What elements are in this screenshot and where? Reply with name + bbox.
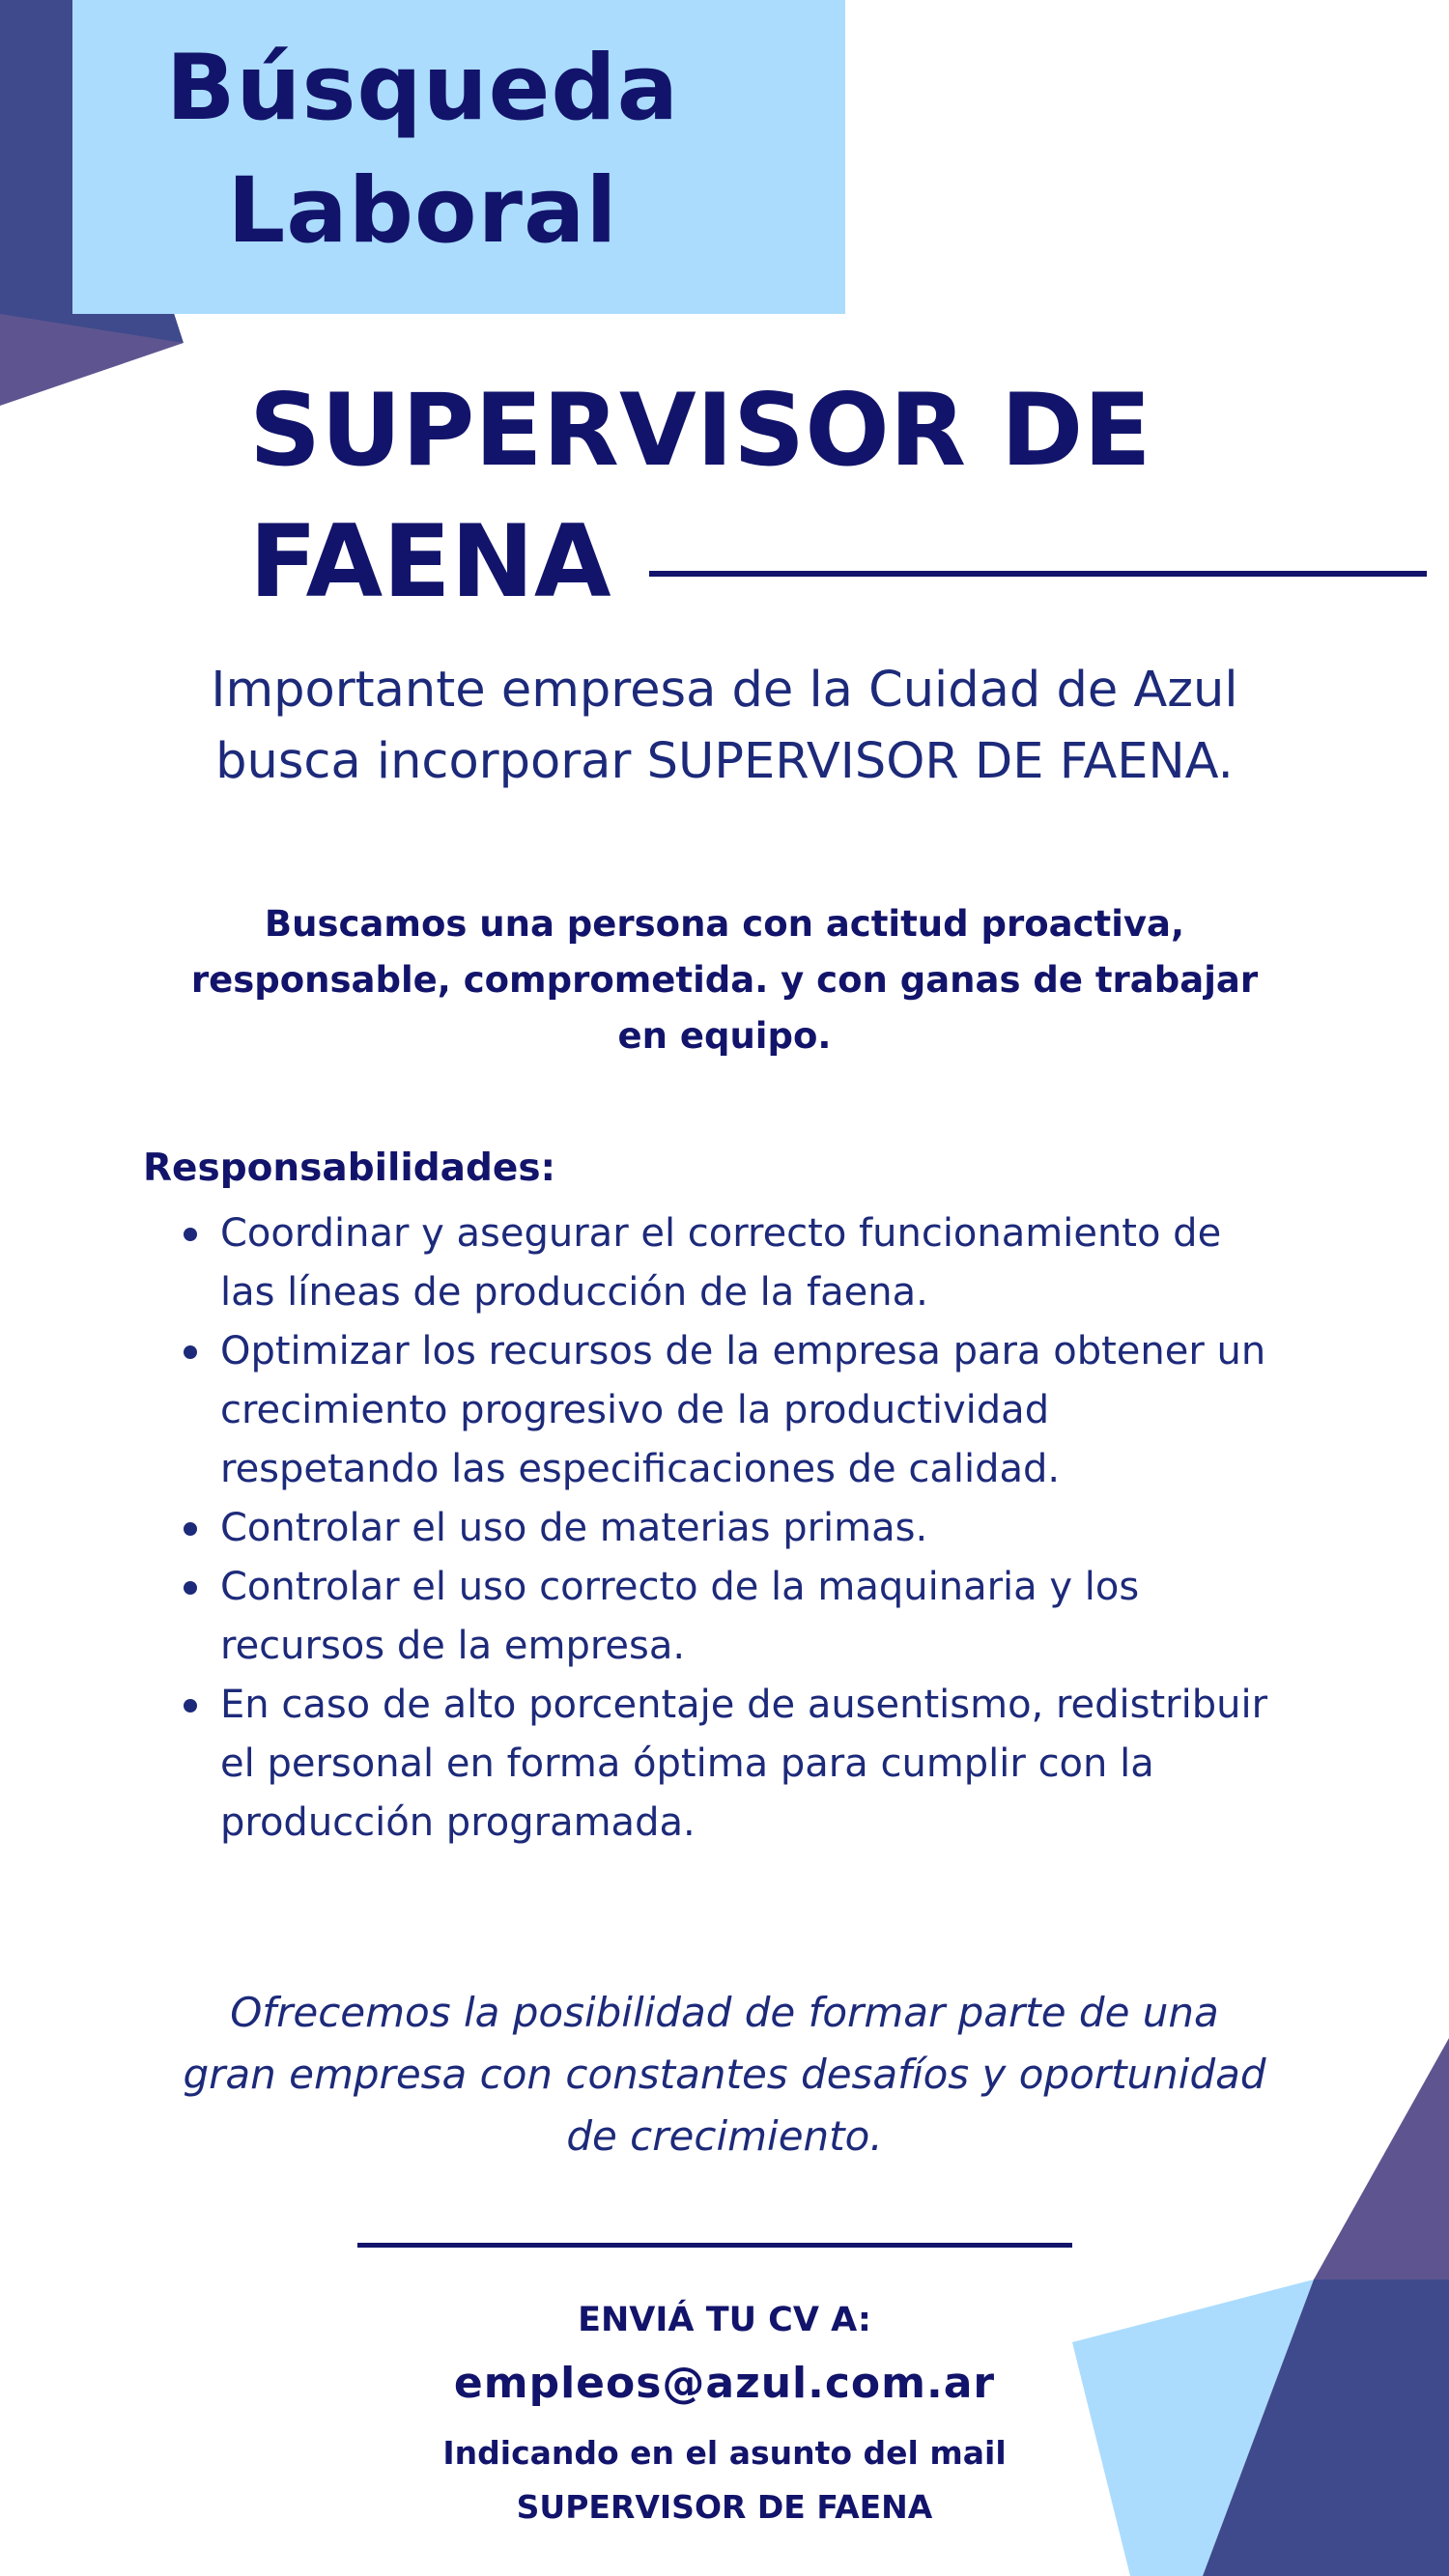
offer-line1: Ofrecemos la posibilidad de formar parte de una (230, 1989, 1219, 2036)
offer-line3: de crecimiento. (566, 2112, 883, 2160)
profile-text (145, 896, 1304, 1064)
job-title-line2: FAENA (249, 504, 611, 620)
intro-line2: busca incorporar SUPERVISOR DE FAENA. (215, 733, 1234, 790)
header-title (0, 27, 845, 272)
responsibility-line: Controlar el uso de materias primas. (220, 1506, 928, 1550)
offer-divider (357, 2243, 1072, 2248)
responsibility-line: Coordinar y asegurar el correcto funcionamiento de (220, 1211, 1222, 1256)
intro-line1: Importante empresa de la Cuidad de Azul (211, 662, 1238, 719)
bullet-icon (184, 1228, 197, 1241)
offer-text (97, 1982, 1352, 2167)
contact-note (338, 2426, 1111, 2534)
responsibility-line: el personal en forma óptima para cumplir con la (220, 1741, 1154, 1786)
responsibility-line: En caso de alto porcentaje de ausentismo, redistribuir (220, 1683, 1268, 1727)
contact-label: ENVIÁ TU CV A: (578, 2301, 871, 2339)
job-title (249, 365, 1151, 628)
responsibility-line: las líneas de producción de la faena. (220, 1270, 928, 1315)
bullet-icon (184, 1581, 197, 1595)
bullet-icon (184, 1345, 197, 1359)
responsibility-line: respetando las especificaciones de calidad. (220, 1447, 1061, 1491)
responsibilities-list (220, 1204, 1321, 1853)
offer-line2: gran empresa con constantes desafíos y oportunidad (183, 2051, 1266, 2098)
responsibility-item (220, 1676, 1321, 1853)
profile-line2: responsable, comprometida. y con ganas de trabajar (190, 959, 1259, 1001)
responsibility-line: Optimizar los recursos de la empresa para obtener un (220, 1329, 1266, 1373)
contact-note-line2: SUPERVISOR DE FAENA (516, 2488, 933, 2526)
responsibility-line: recursos de la empresa. (220, 1624, 686, 1668)
responsibility-line: Controlar el uso correcto de la maquinaria y los (220, 1565, 1140, 1609)
job-title-line1: SUPERVISOR DE (249, 373, 1151, 489)
profile-line3: en equipo. (617, 1015, 832, 1057)
contact-note-line1: Indicando en el asunto del mail (442, 2434, 1007, 2472)
header-title-line1: Búsqueda (165, 36, 680, 141)
responsibility-line: producción programada. (220, 1800, 696, 1845)
bullet-icon (184, 1699, 197, 1713)
responsibility-line: crecimiento progresivo de la productividad (220, 1388, 1050, 1432)
header-title-line2: Laboral (227, 158, 618, 264)
responsibility-item (220, 1558, 1321, 1676)
bullet-icon (184, 1522, 197, 1536)
responsibility-item (220, 1204, 1321, 1322)
title-divider (649, 571, 1427, 577)
contact-email: empleos@azul.com.ar (453, 2359, 996, 2408)
responsibility-item (220, 1499, 1321, 1558)
responsibilities-heading: Responsabilidades: (143, 1146, 556, 1190)
responsibility-item (220, 1322, 1321, 1499)
intro-text (77, 655, 1372, 798)
profile-line1: Buscamos una persona con actitud proactiva, (264, 903, 1185, 945)
